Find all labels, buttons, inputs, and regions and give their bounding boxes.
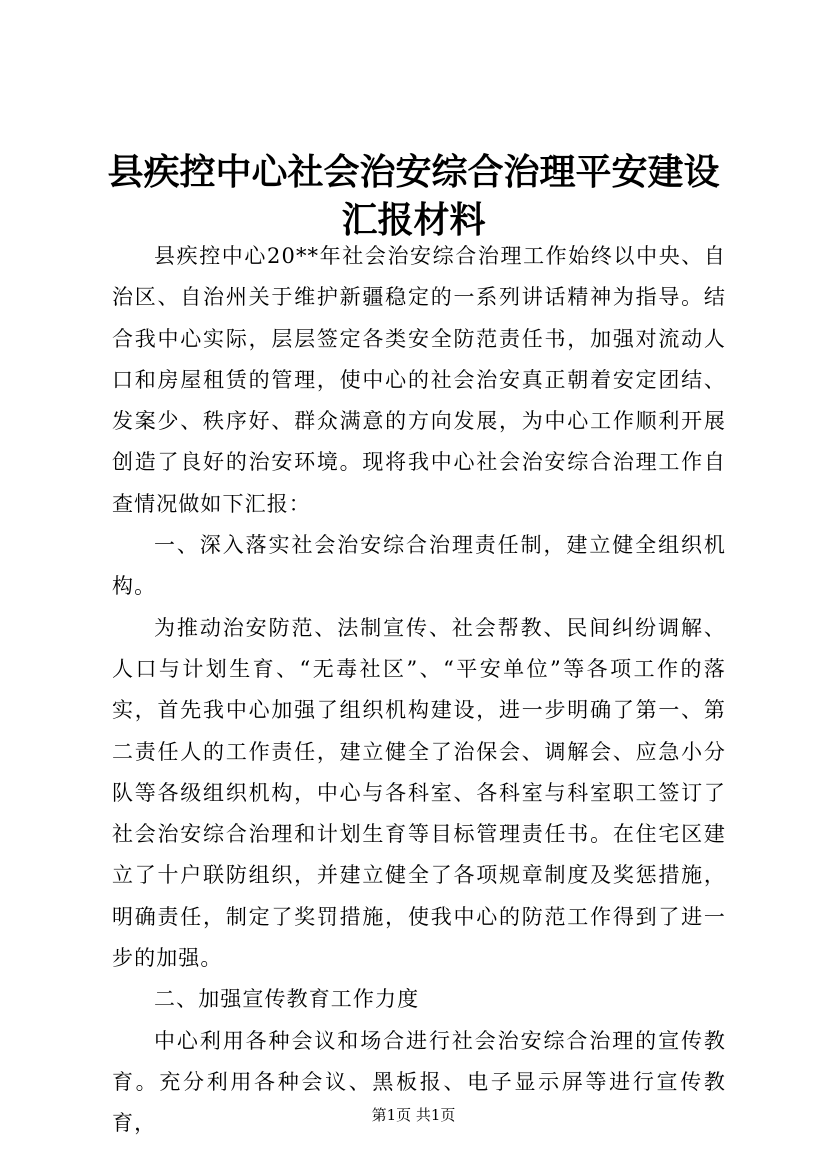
paragraph-intro: 县疾控中心20**年社会治安综合治理工作始终以中央、自治区、自治州关于维护新疆稳定的一系列讲话精神为指导。结合我中心实际，层层签定各类安全防范责任书，加强对流动人口和房屋租赁的管理，使中心的社会治安真正朝着安定团结、发案少、秩序好、群众满意的方向发展，为中心工作顺利开展创造了良好的治安环境。现将我中心社会治安综合治理工作自查情况做如下汇报：	[112, 244, 726, 516]
section-heading-1: 一、深入落实社会治安综合治理责任制，建立健全组织机构。	[112, 533, 726, 599]
document-title: 县疾控中心社会治安综合治理平安建设汇报材料	[107, 151, 720, 241]
paragraph-section-2: 中心利用各种会议和场合进行社会治安综合治理的宣传教育。充分利用各种会议、黑板报、电子显示屏等进行宣传教育，	[112, 1028, 726, 1136]
section-heading-2: 二、加强宣传教育工作力度	[154, 987, 420, 1012]
paragraph-section-1: 为推动治安防范、法制宣传、社会帮教、民间纠纷调解、人口与计划生育、“无毒社区”、“平安单位”等各项工作的落实，首先我中心加强了组织机构建设，进一步明确了第一、第二责任人的工作责任，建立健全了治保会、调解会、应急小分队等各级组织机构，中心与各科室、各科室与科室职工签订了社会治安综合治理和计划生育等目标管理责任书。在住宅区建立了十户联防组织，并建立健全了各项规章制度及奖惩措施，明确责任，制定了奖罚措施，使我中心的防范工作得到了进一步的加强。	[112, 615, 726, 971]
document-body	[112, 236, 726, 1145]
page-footer: 第1页 共1页	[371, 1106, 456, 1124]
